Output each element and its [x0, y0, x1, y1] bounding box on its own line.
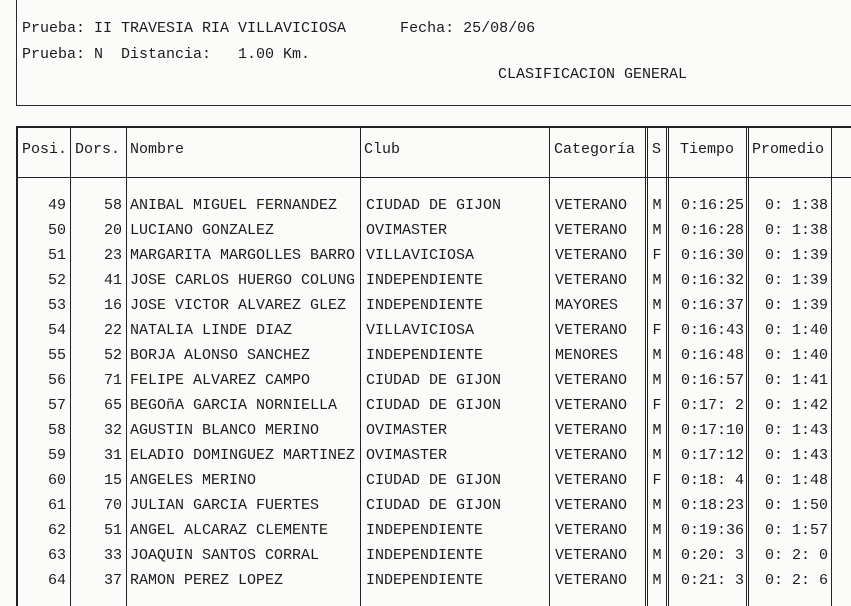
race-title-line: Prueba: II TRAVESIA RIA VILLAVICIOSA Fecha: 25/08/06: [22, 20, 536, 37]
name-cell: JOSE VICTOR ALVAREZ GLEZ: [130, 297, 347, 314]
sex-cell: M: [652, 522, 662, 539]
average-cell: 0: 1:39: [764, 297, 828, 314]
average-cell: 0: 1:50: [764, 497, 828, 514]
club-cell: INDEPENDIENTE: [366, 547, 484, 564]
name-cell: ANIBAL MIGUEL FERNANDEZ: [130, 197, 338, 214]
bib-cell: 31: [103, 447, 122, 464]
table-row: [0, 543, 851, 568]
table-row: [0, 318, 851, 343]
position-cell: 51: [47, 247, 66, 264]
club-cell: CIUDAD DE GIJON: [366, 472, 502, 489]
club-cell: OVIMASTER: [366, 422, 448, 439]
bib-cell: 15: [103, 472, 122, 489]
category-cell: VETERANO: [555, 197, 628, 214]
table-row: [0, 293, 851, 318]
category-cell: VETERANO: [555, 222, 628, 239]
position-cell: 64: [47, 572, 66, 589]
time-cell: 0:17:10: [680, 422, 744, 439]
table-row: [0, 493, 851, 518]
club-cell: INDEPENDIENTE: [366, 297, 484, 314]
sex-cell: M: [652, 422, 662, 439]
category-cell: MAYORES: [555, 297, 619, 314]
club-cell: INDEPENDIENTE: [366, 347, 484, 364]
bib-cell: 23: [103, 247, 122, 264]
average-cell: 0: 1:40: [764, 347, 828, 364]
table-row: [0, 218, 851, 243]
average-cell: 0: 2: 0: [764, 547, 828, 564]
sex-cell: M: [652, 297, 662, 314]
position-cell: 56: [47, 372, 66, 389]
category-cell: VETERANO: [555, 397, 628, 414]
sex-cell: M: [652, 372, 662, 389]
category-cell: VETERANO: [555, 272, 628, 289]
col-header-bib: Dors.: [75, 141, 121, 158]
name-cell: LUCIANO GONZALEZ: [130, 222, 275, 239]
time-cell: 0:16:57: [680, 372, 744, 389]
name-cell: JULIAN GARCIA FUERTES: [130, 497, 320, 514]
bib-cell: 70: [103, 497, 122, 514]
bib-cell: 65: [103, 397, 122, 414]
sex-cell: F: [652, 247, 662, 264]
position-cell: 63: [47, 547, 66, 564]
position-cell: 50: [47, 222, 66, 239]
name-cell: JOSE CARLOS HUERGO COLUNG: [130, 272, 356, 289]
name-cell: ELADIO DOMINGUEZ MARTINEZ: [130, 447, 356, 464]
average-cell: 0: 1:41: [764, 372, 828, 389]
average-cell: 0: 1:42: [764, 397, 828, 414]
category-cell: VETERANO: [555, 472, 628, 489]
bib-cell: 58: [103, 197, 122, 214]
table-row: [0, 443, 851, 468]
time-cell: 0:19:36: [680, 522, 744, 539]
header-separator: [16, 177, 851, 178]
time-cell: 0:16:25: [680, 197, 744, 214]
col-header-category: Categoría: [554, 141, 636, 158]
time-cell: 0:16:28: [680, 222, 744, 239]
sex-cell: M: [652, 547, 662, 564]
sex-cell: M: [652, 572, 662, 589]
average-cell: 0: 1:43: [764, 422, 828, 439]
club-cell: VILLAVICIOSA: [366, 322, 475, 339]
sex-cell: M: [652, 222, 662, 239]
table-row: [0, 343, 851, 368]
average-cell: 0: 1:48: [764, 472, 828, 489]
category-cell: VETERANO: [555, 572, 628, 589]
club-cell: CIUDAD DE GIJON: [366, 397, 502, 414]
time-cell: 0:17: 2: [680, 397, 744, 414]
bib-cell: 22: [103, 322, 122, 339]
category-cell: VETERANO: [555, 447, 628, 464]
name-cell: RAMON PEREZ LOPEZ: [130, 572, 284, 589]
time-cell: 0:16:37: [680, 297, 744, 314]
name-cell: FELIPE ALVAREZ CAMPO: [130, 372, 311, 389]
category-cell: VETERANO: [555, 547, 628, 564]
table-row: [0, 393, 851, 418]
club-cell: INDEPENDIENTE: [366, 522, 484, 539]
name-cell: AGUSTIN BLANCO MERINO: [130, 422, 320, 439]
table-row: [0, 568, 851, 593]
sex-cell: M: [652, 347, 662, 364]
category-cell: VETERANO: [555, 372, 628, 389]
table-row: [0, 418, 851, 443]
category-cell: VETERANO: [555, 497, 628, 514]
position-cell: 57: [47, 397, 66, 414]
position-cell: 55: [47, 347, 66, 364]
club-cell: VILLAVICIOSA: [366, 247, 475, 264]
category-cell: VETERANO: [555, 322, 628, 339]
club-cell: INDEPENDIENTE: [366, 272, 484, 289]
position-cell: 49: [47, 197, 66, 214]
position-cell: 52: [47, 272, 66, 289]
sex-cell: M: [652, 197, 662, 214]
time-cell: 0:16:32: [680, 272, 744, 289]
time-cell: 0:17:12: [680, 447, 744, 464]
col-header-club: Club: [364, 141, 401, 158]
position-cell: 61: [47, 497, 66, 514]
race-distance-line: Prueba: N Distancia: 1.00 Km.: [22, 46, 311, 63]
table-row: [0, 243, 851, 268]
name-cell: MARGARITA MARGOLLES BARRO: [130, 247, 356, 264]
average-cell: 0: 1:38: [764, 222, 828, 239]
average-cell: 0: 2: 6: [764, 572, 828, 589]
average-cell: 0: 1:39: [764, 247, 828, 264]
average-cell: 0: 1:57: [764, 522, 828, 539]
name-cell: ANGEL ALCARAZ CLEMENTE: [130, 522, 329, 539]
sex-cell: M: [652, 447, 662, 464]
bib-cell: 16: [103, 297, 122, 314]
club-cell: OVIMASTER: [366, 222, 448, 239]
col-header-name: Nombre: [130, 141, 185, 158]
sex-cell: F: [652, 397, 662, 414]
sex-cell: F: [652, 322, 662, 339]
club-cell: CIUDAD DE GIJON: [366, 197, 502, 214]
position-cell: 53: [47, 297, 66, 314]
sex-cell: F: [652, 472, 662, 489]
col-header-time: Tiempo: [680, 141, 735, 158]
table-row: [0, 468, 851, 493]
bib-cell: 37: [103, 572, 122, 589]
bib-cell: 41: [103, 272, 122, 289]
category-cell: VETERANO: [555, 422, 628, 439]
classification-title: CLASIFICACION GENERAL: [498, 66, 688, 83]
time-cell: 0:18: 4: [680, 472, 744, 489]
time-cell: 0:21: 3: [680, 572, 744, 589]
club-cell: CIUDAD DE GIJON: [366, 497, 502, 514]
bib-cell: 32: [103, 422, 122, 439]
average-cell: 0: 1:38: [764, 197, 828, 214]
club-cell: OVIMASTER: [366, 447, 448, 464]
position-cell: 60: [47, 472, 66, 489]
bib-cell: 52: [103, 347, 122, 364]
time-cell: 0:16:48: [680, 347, 744, 364]
table-row: [0, 518, 851, 543]
category-cell: MENORES: [555, 347, 619, 364]
bib-cell: 20: [103, 222, 122, 239]
average-cell: 0: 1:43: [764, 447, 828, 464]
name-cell: BEGOñA GARCIA NORNIELLA: [130, 397, 338, 414]
table-row: [0, 193, 851, 218]
sex-cell: M: [652, 497, 662, 514]
table-row: [0, 268, 851, 293]
table-row: [0, 368, 851, 393]
category-cell: VETERANO: [555, 522, 628, 539]
time-cell: 0:16:30: [680, 247, 744, 264]
position-cell: 54: [47, 322, 66, 339]
position-cell: 62: [47, 522, 66, 539]
average-cell: 0: 1:40: [764, 322, 828, 339]
time-cell: 0:20: 3: [680, 547, 744, 564]
category-cell: VETERANO: [555, 247, 628, 264]
col-header-position: Posi.: [22, 141, 68, 158]
time-cell: 0:16:43: [680, 322, 744, 339]
name-cell: BORJA ALONSO SANCHEZ: [130, 347, 311, 364]
sex-cell: M: [652, 272, 662, 289]
club-cell: INDEPENDIENTE: [366, 572, 484, 589]
bib-cell: 51: [103, 522, 122, 539]
position-cell: 58: [47, 422, 66, 439]
bib-cell: 71: [103, 372, 122, 389]
average-cell: 0: 1:39: [764, 272, 828, 289]
name-cell: JOAQUIN SANTOS CORRAL: [130, 547, 320, 564]
col-header-average: Promedio: [752, 141, 825, 158]
bib-cell: 33: [103, 547, 122, 564]
time-cell: 0:18:23: [680, 497, 744, 514]
col-header-sex: S: [652, 141, 662, 158]
club-cell: CIUDAD DE GIJON: [366, 372, 502, 389]
name-cell: ANGELES MERINO: [130, 472, 257, 489]
name-cell: NATALIA LINDE DIAZ: [130, 322, 293, 339]
position-cell: 59: [47, 447, 66, 464]
